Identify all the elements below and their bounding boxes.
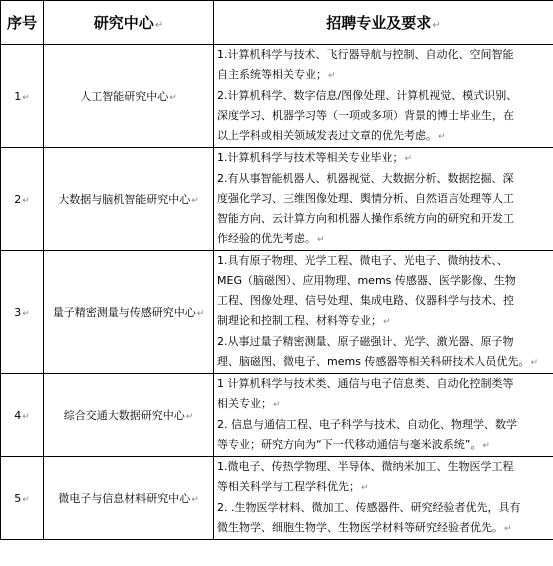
requirement-line: 1.微电子、传热学物理、半导体、微纳米加工、生物医学工程: [217, 460, 514, 473]
requirement-line: 2. .生物医学材料、微加工、传感器件、研究经验者优先，具有: [217, 501, 521, 514]
row-number: 4↵: [1, 374, 44, 457]
row-number: 3↵: [1, 251, 44, 374]
research-center-name: 量子精密测量与传感研究中心↵: [44, 251, 214, 374]
requirement-line: MEG（脑磁图）、应用物理、mems 传感器、医学影像、生物: [217, 274, 516, 287]
requirement-line: 微生物学、细胞生物学、生物医学材料等研究经验者优先。↵: [217, 521, 512, 534]
requirement-line: 2. 信息与通信工程、电子科学与技术、自动化、物理学、数学: [217, 418, 517, 431]
requirement-line: 等相关科学与工程学科优先；↵: [217, 480, 369, 493]
row-number: 5↵: [1, 457, 44, 540]
header-requirements: 招聘专业及要求↵: [214, 1, 553, 45]
table-row: [1, 148, 553, 251]
header-center: 研究中心↵: [44, 1, 214, 45]
research-center-name: 综合交通大数据研究中心↵: [44, 374, 214, 457]
requirement-line: 2.有从事智能机器人、机器视觉、大数据分析、数据挖掘、深: [217, 172, 514, 185]
requirement-line: 相关专业；↵: [217, 397, 281, 410]
requirement-line: 理、脑磁图、微电子、mems 传感器等相关科研技术人员优先。↵: [217, 355, 538, 368]
research-center-name: 人工智能研究中心↵: [44, 45, 214, 148]
header-row: [1, 1, 553, 45]
requirement-line: 2.从事过量子精密测量、原子磁强计、光学、激光器、原子物: [217, 335, 514, 348]
requirement-line: 等专业；研究方向为“下一代移动通信与毫米波系统”。↵: [217, 438, 490, 451]
requirements-cell: [214, 251, 553, 374]
requirement-line: 以上学科或相关领域发表过文章的优先考虑。↵: [217, 129, 446, 142]
requirement-line: 1.计算机科学与技术、飞行器导航与控制、自动化、空间智能: [217, 48, 514, 61]
table-row: [1, 374, 553, 457]
requirement-line: 1.具有原子物理、光学工程、微电子、光电子、微纳技术、、: [217, 254, 508, 267]
requirement-line: 工程、图像处理、信号处理、集成电路、仪器科学与技术、控: [217, 294, 514, 307]
header-seq: 序号: [1, 1, 44, 45]
requirement-line: 智能方向、云计算方向和机器人操作系统方向的研究和开发工: [217, 212, 514, 225]
table-row: [1, 457, 553, 540]
requirements-cell: [214, 457, 553, 540]
requirements-cell: [214, 374, 553, 457]
row-number: 1↵: [1, 45, 44, 148]
requirement-line: 深度学习、机器学习等（一项或多项）背景的博士毕业生，在: [217, 109, 514, 122]
row-number: 2↵: [1, 148, 44, 251]
requirement-line: 2.计算机科学、数字信息/图像处理、计算机视觉、模式识别、: [217, 89, 518, 102]
requirement-line: 1 计算机科学与技术类、通信与电子信息类、自动化控制类等: [217, 377, 514, 390]
table-row: [1, 251, 553, 374]
research-center-name: 微电子与信息材料研究中心↵: [44, 457, 214, 540]
requirement-line: 制理论和控制工程、材料等专业；↵: [217, 314, 391, 327]
table-row: [1, 45, 553, 148]
requirement-line: 作经验的优先考虑。↵: [217, 232, 325, 245]
requirement-line: 自主系统等相关专业；↵: [217, 68, 336, 81]
requirements-cell: [214, 45, 553, 148]
requirements-cell: [214, 148, 553, 251]
requirement-line: 度强化学习、三维图像处理、舆情分析、自然语言处理等人工: [217, 192, 514, 205]
research-center-name: 大数据与脑机智能研究中心↵: [44, 148, 214, 251]
requirement-line: 1.计算机科学与技术等相关专业毕业；↵: [217, 151, 413, 164]
